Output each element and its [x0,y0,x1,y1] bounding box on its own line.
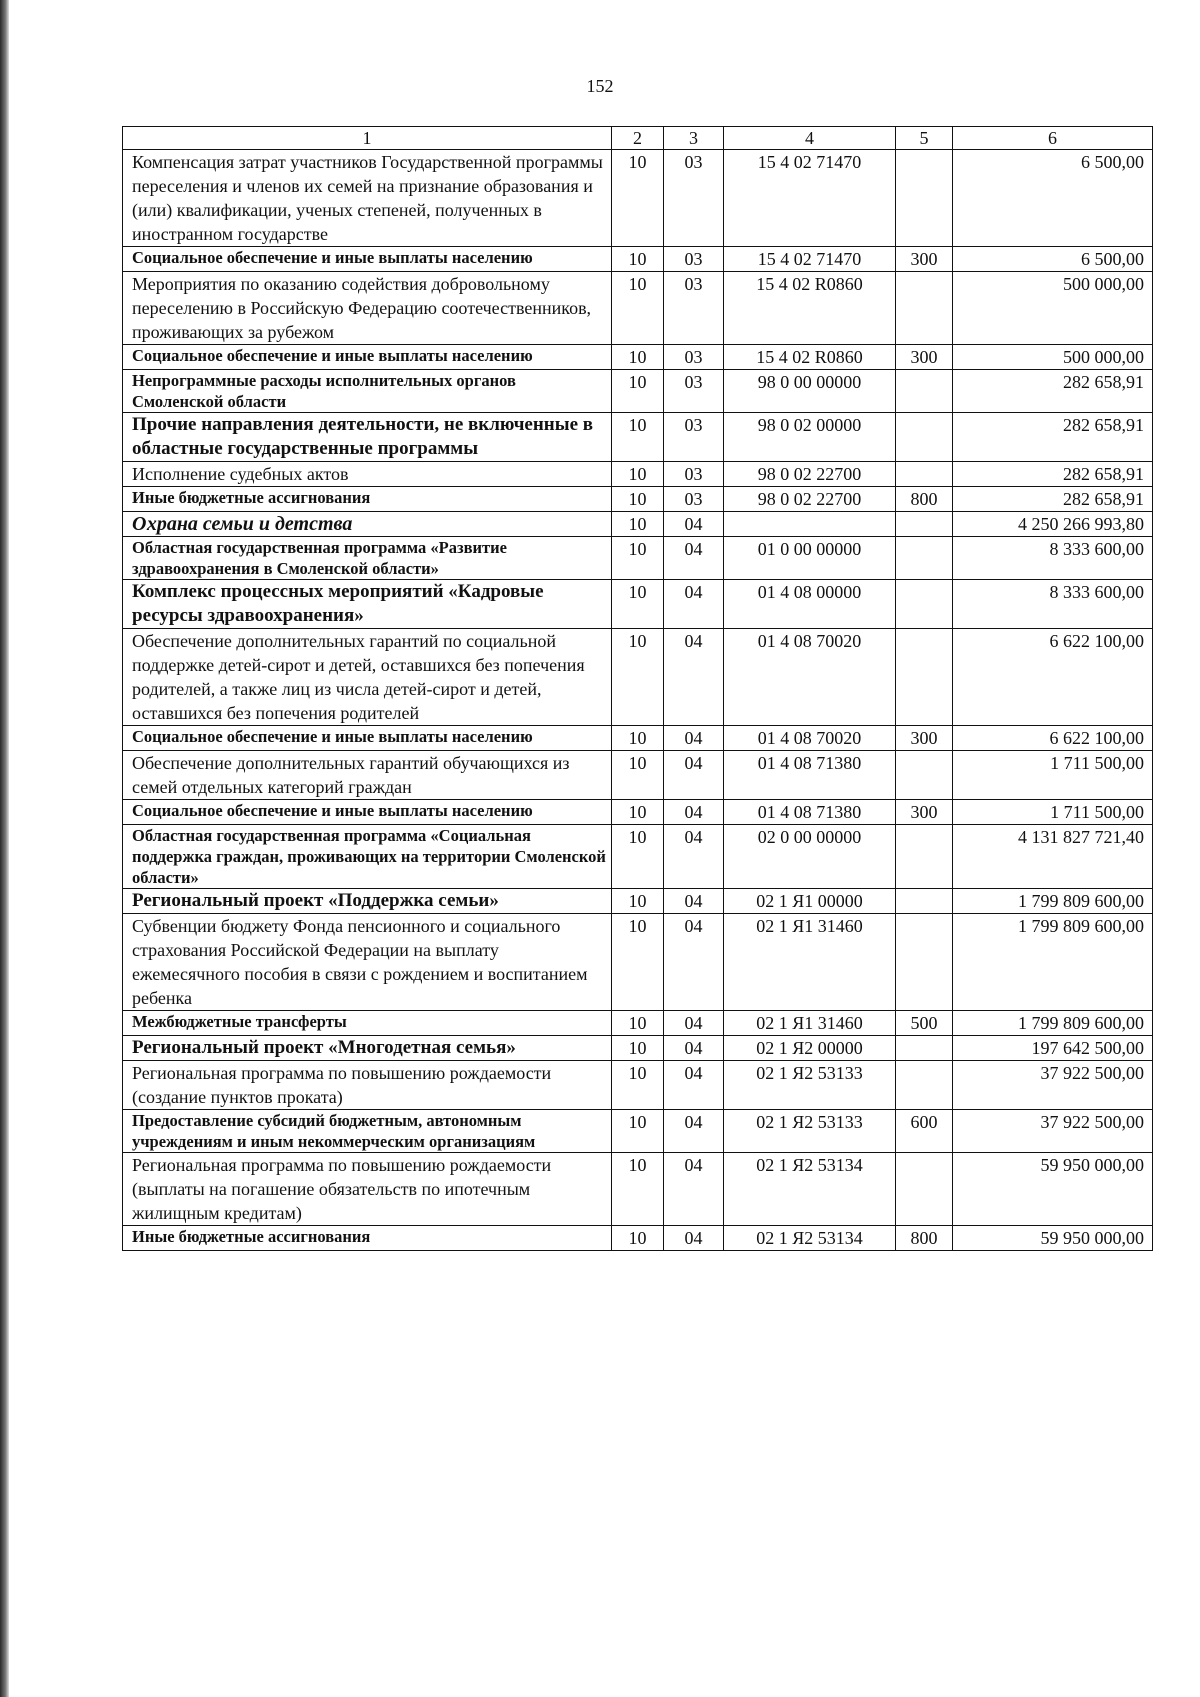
table-row [123,247,1153,272]
row-target-code: 02 1 Я2 53133 [724,1110,896,1153]
row-subsection: 04 [664,751,724,800]
row-section: 10 [612,462,664,487]
row-expense-type [896,512,953,537]
row-name: Иные бюджетные ассигнования [123,487,612,512]
row-subsection: 04 [664,1011,724,1036]
row-section: 10 [612,413,664,462]
row-amount: 1 711 500,00 [953,751,1153,800]
table-row [123,537,1153,580]
budget-table [122,126,1153,1251]
row-name: Областная государственная программа «Развитие здравоохранения в Смоленской области» [123,537,612,580]
row-name: Социальное обеспечение и иные выплаты населению [123,800,612,825]
row-amount: 6 500,00 [953,247,1153,272]
row-name: Социальное обеспечение и иные выплаты населению [123,345,612,370]
row-section: 10 [612,512,664,537]
row-target-code: 02 1 Я2 53133 [724,1061,896,1110]
row-name: Предоставление субсидий бюджетным, автономным учреждениям и иным некоммерческим организациям [123,1110,612,1153]
row-target-code: 15 4 02 R0860 [724,272,896,345]
row-section: 10 [612,751,664,800]
row-subsection: 03 [664,150,724,247]
row-amount: 37 922 500,00 [953,1110,1153,1153]
row-target-code: 02 0 00 00000 [724,825,896,889]
row-subsection: 04 [664,1226,724,1251]
row-name: Региональная программа по повышению рождаемости (создание пунктов проката) [123,1061,612,1110]
row-target-code: 15 4 02 71470 [724,150,896,247]
row-expense-type [896,1061,953,1110]
row-expense-type: 600 [896,1110,953,1153]
row-name: Мероприятия по оказанию содействия добровольному переселению в Российскую Федерацию соотечественников, проживающих за рубежом [123,272,612,345]
row-subsection: 04 [664,914,724,1011]
table-row [123,889,1153,914]
row-subsection: 04 [664,726,724,751]
table-row [123,726,1153,751]
table-row [123,487,1153,512]
row-subsection: 04 [664,889,724,914]
row-subsection: 04 [664,580,724,629]
table-row [123,150,1153,247]
row-target-code: 98 0 00 00000 [724,370,896,413]
row-amount: 1 799 809 600,00 [953,914,1153,1011]
row-target-code: 02 1 Я1 00000 [724,889,896,914]
row-subsection: 04 [664,1110,724,1153]
row-amount: 197 642 500,00 [953,1036,1153,1061]
row-amount: 59 950 000,00 [953,1226,1153,1251]
row-section: 10 [612,1061,664,1110]
row-target-code: 02 1 Я2 00000 [724,1036,896,1061]
row-name: Непрограммные расходы исполнительных органов Смоленской области [123,370,612,413]
page-number: 152 [586,76,614,96]
row-amount: 6 622 100,00 [953,726,1153,751]
row-name: Региональный проект «Многодетная семья» [123,1036,612,1061]
row-name: Областная государственная программа «Социальная поддержка граждан, проживающих на территории Смоленской области» [123,825,612,889]
row-amount: 6 500,00 [953,150,1153,247]
row-target-code: 02 1 Я2 53134 [724,1226,896,1251]
row-amount: 4 250 266 993,80 [953,512,1153,537]
row-target-code: 01 4 08 71380 [724,751,896,800]
row-expense-type [896,537,953,580]
row-section: 10 [612,272,664,345]
row-section: 10 [612,370,664,413]
row-amount: 8 333 600,00 [953,537,1153,580]
row-section: 10 [612,726,664,751]
row-expense-type [896,462,953,487]
row-target-code: 01 4 08 71380 [724,800,896,825]
row-amount: 37 922 500,00 [953,1061,1153,1110]
row-expense-type: 300 [896,247,953,272]
row-expense-type [896,825,953,889]
table-row [123,272,1153,345]
row-target-code: 98 0 02 00000 [724,413,896,462]
row-target-code: 01 0 00 00000 [724,537,896,580]
row-section: 10 [612,537,664,580]
row-expense-type [896,889,953,914]
row-name: Обеспечение дополнительных гарантий обучающихся из семей отдельных категорий граждан [123,751,612,800]
row-section: 10 [612,914,664,1011]
row-expense-type: 300 [896,726,953,751]
row-subsection: 04 [664,629,724,726]
row-expense-type [896,1036,953,1061]
column-header: 6 [953,127,1153,150]
row-expense-type: 800 [896,487,953,512]
row-amount: 282 658,91 [953,370,1153,413]
row-expense-type [896,914,953,1011]
row-expense-type [896,370,953,413]
row-name: Компенсация затрат участников Государственной программы переселения и членов их семей на признание образования и (или) квалификации, ученых степеней, полученных в иностранном государстве [123,150,612,247]
row-name: Иные бюджетные ассигнования [123,1226,612,1251]
row-amount: 1 711 500,00 [953,800,1153,825]
row-name: Межбюджетные трансферты [123,1011,612,1036]
row-amount: 4 131 827 721,40 [953,825,1153,889]
row-name: Исполнение судебных актов [123,462,612,487]
row-target-code: 15 4 02 71470 [724,247,896,272]
table-row [123,1110,1153,1153]
table-row [123,370,1153,413]
row-section: 10 [612,345,664,370]
row-expense-type [896,413,953,462]
row-subsection: 03 [664,487,724,512]
row-section: 10 [612,800,664,825]
row-subsection: 04 [664,537,724,580]
row-amount: 59 950 000,00 [953,1153,1153,1226]
table-row [123,914,1153,1011]
row-target-code: 01 4 08 70020 [724,726,896,751]
row-section: 10 [612,1110,664,1153]
row-section: 10 [612,1011,664,1036]
row-name: Социальное обеспечение и иные выплаты населению [123,726,612,751]
table-row [123,462,1153,487]
table-row [123,345,1153,370]
row-target-code: 98 0 02 22700 [724,487,896,512]
column-header: 1 [123,127,612,150]
table-row [123,580,1153,629]
row-target-code: 02 1 Я1 31460 [724,914,896,1011]
column-header: 5 [896,127,953,150]
table-row [123,825,1153,889]
column-header: 3 [664,127,724,150]
row-expense-type [896,150,953,247]
row-name: Социальное обеспечение и иные выплаты населению [123,247,612,272]
table-row [123,512,1153,537]
row-target-code: 02 1 Я1 31460 [724,1011,896,1036]
row-name: Региональный проект «Поддержка семьи» [123,889,612,914]
row-subsection: 03 [664,247,724,272]
table-row [123,1036,1153,1061]
row-subsection: 03 [664,272,724,345]
row-expense-type [896,629,953,726]
row-section: 10 [612,629,664,726]
row-target-code: 15 4 02 R0860 [724,345,896,370]
table-row [123,413,1153,462]
row-name: Региональная программа по повышению рождаемости (выплаты на погашение обязательств по ипотечным жилищным кредитам) [123,1153,612,1226]
row-expense-type: 500 [896,1011,953,1036]
table-row [123,800,1153,825]
row-target-code: 98 0 02 22700 [724,462,896,487]
row-name: Охрана семьи и детства [123,512,612,537]
table-row [123,1153,1153,1226]
row-subsection: 03 [664,345,724,370]
row-name: Субвенции бюджету Фонда пенсионного и социального страхования Российской Федерации на выплату ежемесячного пособия в связи с рождением и воспитанием ребенка [123,914,612,1011]
row-expense-type: 800 [896,1226,953,1251]
row-expense-type: 300 [896,345,953,370]
row-target-code: 02 1 Я2 53134 [724,1153,896,1226]
row-section: 10 [612,889,664,914]
row-expense-type [896,272,953,345]
row-amount: 282 658,91 [953,413,1153,462]
row-section: 10 [612,1226,664,1251]
row-expense-type [896,751,953,800]
row-name: Прочие направления деятельности, не включенные в областные государственные программы [123,413,612,462]
row-section: 10 [612,580,664,629]
table-row [123,1011,1153,1036]
row-target-code: 01 4 08 70020 [724,629,896,726]
row-section: 10 [612,1036,664,1061]
row-target-code: 01 4 08 00000 [724,580,896,629]
row-subsection: 04 [664,1036,724,1061]
table-row [123,751,1153,800]
table-row [123,1061,1153,1110]
column-header: 2 [612,127,664,150]
row-expense-type [896,1153,953,1226]
row-subsection: 04 [664,512,724,537]
column-header: 4 [724,127,896,150]
row-section: 10 [612,247,664,272]
row-amount: 282 658,91 [953,462,1153,487]
row-section: 10 [612,825,664,889]
row-subsection: 04 [664,1061,724,1110]
row-expense-type [896,580,953,629]
row-section: 10 [612,1153,664,1226]
row-target-code [724,512,896,537]
row-amount: 8 333 600,00 [953,580,1153,629]
row-subsection: 04 [664,825,724,889]
column-header-row [123,127,1153,150]
row-name: Комплекс процессных мероприятий «Кадровые ресурсы здравоохранения» [123,580,612,629]
row-amount: 1 799 809 600,00 [953,1011,1153,1036]
row-subsection: 04 [664,800,724,825]
row-section: 10 [612,150,664,247]
row-amount: 500 000,00 [953,272,1153,345]
table-row [123,629,1153,726]
row-amount: 1 799 809 600,00 [953,889,1153,914]
scan-edge [0,0,9,1697]
row-amount: 6 622 100,00 [953,629,1153,726]
row-expense-type: 300 [896,800,953,825]
row-subsection: 04 [664,1153,724,1226]
row-section: 10 [612,487,664,512]
row-amount: 500 000,00 [953,345,1153,370]
row-subsection: 03 [664,462,724,487]
row-amount: 282 658,91 [953,487,1153,512]
row-name: Обеспечение дополнительных гарантий по социальной поддержке детей-сирот и детей, оставшихся без попечения родителей, а также лиц из числа детей-сирот и детей, оставшихся без попечения родителей [123,629,612,726]
row-subsection: 03 [664,413,724,462]
table-row [123,1226,1153,1251]
row-subsection: 03 [664,370,724,413]
